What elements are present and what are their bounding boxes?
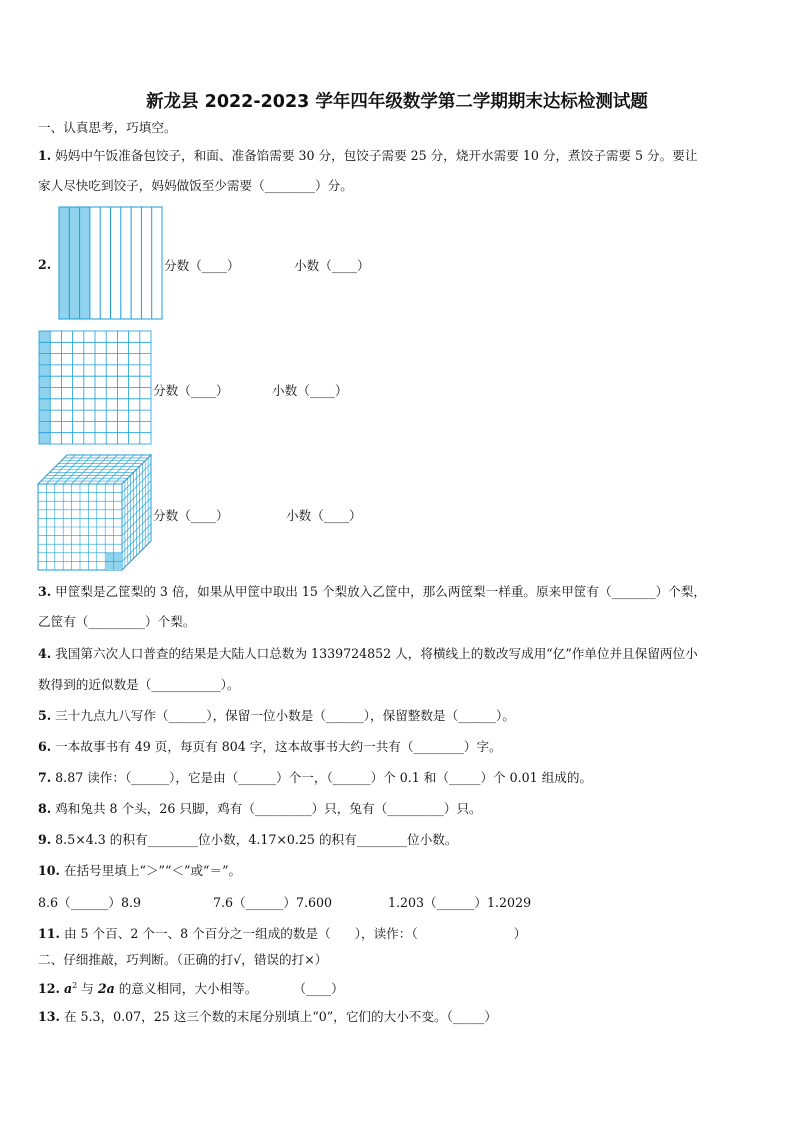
question-text: 在括号里填上“＞”“＜”或“＝”。	[63, 863, 242, 878]
question-5	[38, 708, 515, 724]
question-number: 8.	[38, 801, 52, 816]
question-number: 7.	[38, 770, 52, 785]
question-text: 一本故事书有 49 页，每页有 804 字，这本故事书大约一共有（________）字。	[55, 739, 502, 754]
question-6	[38, 739, 502, 755]
question-number: 4.	[38, 646, 52, 661]
question-2-number	[38, 257, 51, 273]
question-text: 鸡和兔共 8 个头，26 只脚，鸡有（_________）只，兔有（_________）只。	[55, 801, 482, 816]
math-exponent: 2	[72, 981, 78, 990]
math-a: a	[63, 981, 73, 997]
question-number: 6.	[38, 739, 52, 754]
question-number: 12.	[38, 981, 60, 997]
question-text: 我国第六次人口普查的结果是大陆人口总数为 1339724852 人，将横线上的数改写成用“亿”作单位并且保留两位小	[55, 646, 698, 661]
question-4-line-2: 数得到的近似数是（___________）。	[38, 677, 240, 692]
page-title: 新龙县 2022-2023 学年四年级数学第二学期期末达标检测试题	[146, 92, 648, 112]
question-text: 甲筐梨是乙筐梨的 3 倍，如果从甲筐中取出 15 个梨放入乙筐中，那么两筐梨一样重。原来甲筐有（_______）个梨，	[55, 584, 707, 599]
math-2a: 2a	[97, 981, 115, 997]
section-1-heading: 一、认真思考，巧填空。	[38, 120, 177, 135]
fig3-decimal-blank: 小数（____）	[286, 508, 362, 523]
question-number: 9.	[38, 832, 52, 847]
question-13	[38, 1009, 497, 1025]
question-10-item-3: 1.203（______）1.2029	[388, 895, 532, 910]
question-11	[38, 926, 526, 942]
question-number: 1.	[38, 148, 52, 163]
question-text: 8.87 读作：（______），它是由（______）个一，（______）个 0.1 和（_____）个 0.01 组成的。	[55, 770, 593, 785]
fig2-fraction-blank: 分数（____）	[153, 383, 229, 398]
question-10	[38, 863, 241, 879]
question-10-item-2: 7.6（______）7.600	[213, 895, 333, 910]
question-text: 8.5×4.3 的积有________位小数，4.17×0.25 的积有________位小数。	[55, 832, 458, 847]
tenths-bar-figure	[58, 206, 164, 320]
fig2-decimal-blank: 小数（____）	[272, 383, 348, 398]
question-9	[38, 832, 457, 848]
question-1-line-2: 家人尽快吃到饺子，妈妈做饭至少需要（________）分。	[38, 178, 353, 193]
question-number: 10.	[38, 863, 60, 878]
answer-blank: （____）	[293, 981, 344, 997]
question-8	[38, 801, 482, 817]
section-2-heading: 二、仔细推敲，巧判断。（正确的打√，错误的打×）	[38, 952, 328, 967]
fig3-fraction-blank: 分数（____）	[153, 508, 229, 523]
question-number: 5.	[38, 708, 52, 723]
fig1-fraction-blank: 分数（____）	[164, 258, 240, 273]
question-text: 在 5.3，0.07，25 这三个数的末尾分别填上“0”，它们的大小不变。（_____）	[63, 1009, 497, 1024]
question-3-line-2: 乙筐有（_________）个梨。	[38, 614, 196, 629]
question-number: 11.	[38, 926, 60, 941]
shaded-tenths	[59, 207, 90, 319]
question-text: 与	[77, 981, 98, 997]
question-7	[38, 770, 592, 786]
question-number: 2.	[38, 257, 52, 272]
question-3-line-1	[38, 584, 706, 600]
question-text: 妈妈中午饭准备包饺子，和面、准备馅需要 30 分，包饺子需要 25 分，烧开水需要 10 分，煮饺子需要 5 分。要让	[55, 148, 698, 163]
hundredths-grid-figure	[38, 330, 152, 446]
thousandths-cube-figure	[37, 454, 153, 572]
question-12	[38, 978, 344, 997]
question-number: 3.	[38, 584, 52, 599]
question-number: 13.	[38, 1009, 60, 1024]
question-4-line-1	[38, 646, 698, 662]
question-text: 由 5 个百、2 个一、8 个百分之一组成的数是（ ），读作：（ ）	[63, 926, 527, 941]
question-1-line-1	[38, 148, 697, 164]
question-text: 三十九点九八写作（______），保留一位小数是（______），保留整数是（______）。	[55, 708, 515, 723]
question-10-item-1: 8.6（______）8.9	[38, 895, 142, 910]
fig1-decimal-blank: 小数（____）	[294, 258, 370, 273]
question-text: 的意义相同，大小相等。	[114, 981, 258, 997]
